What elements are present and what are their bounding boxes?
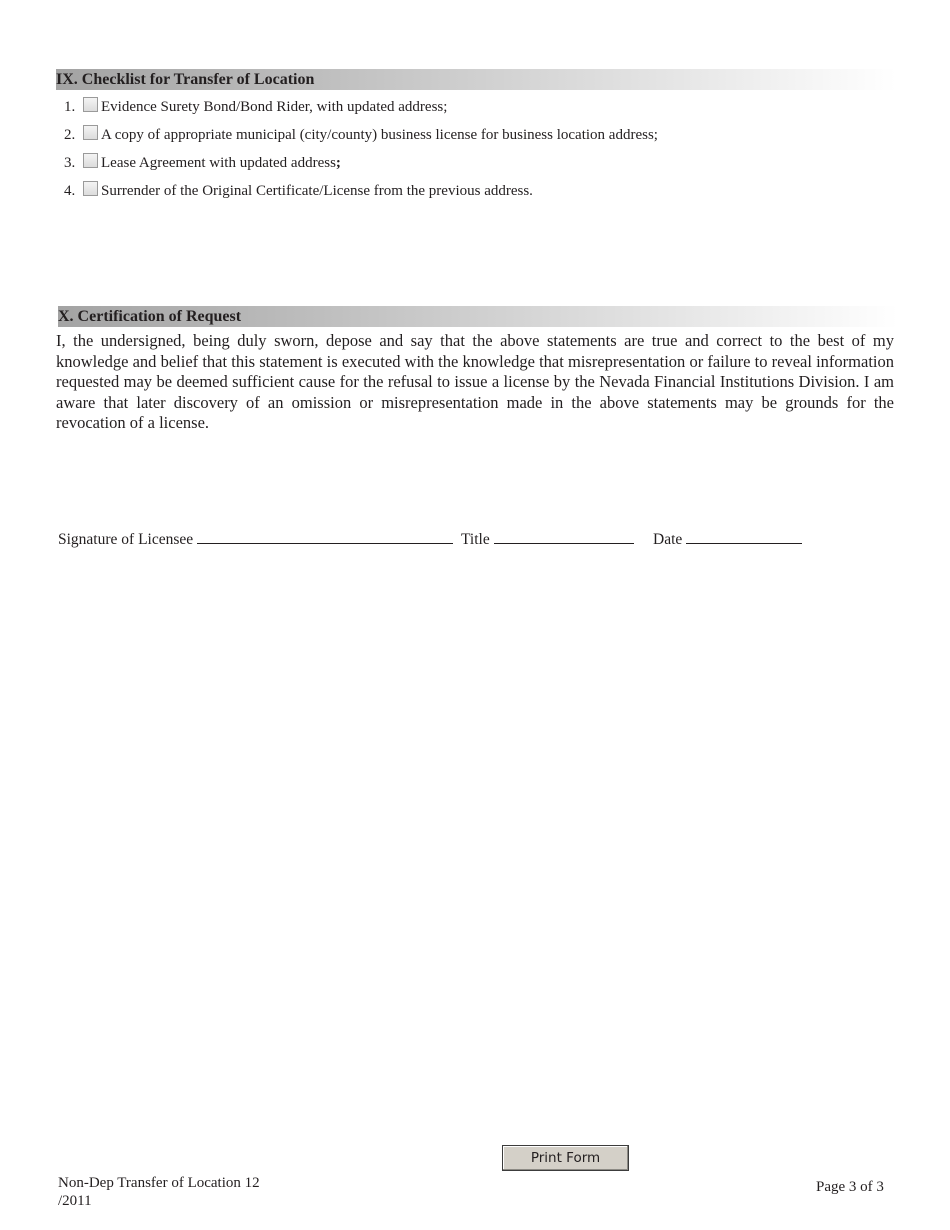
business-license-checkbox[interactable]: [83, 125, 98, 140]
lease-agreement-checkbox[interactable]: [83, 153, 98, 168]
licensee-signature-field: [58, 529, 453, 550]
item-text: Lease Agreement with updated address;: [101, 155, 341, 171]
date-label: Date: [653, 531, 683, 548]
title-field: [461, 529, 634, 550]
certification-statement: I, the undersigned, being duly sworn, depose and say that the above statements are true and correct to the best of my knowledge and belief that this statement is executed with the knowledge that misrepresentation or failure to reveal information requested may be deemed sufficient cause for the refusal to issue a license by the Nevada Financial Institutions Division. I am aware that later discovery of an omission or misrepresentation made in the above statements may be grounds for the revocation of a license.: [56, 331, 894, 432]
item-number: 3.: [64, 155, 76, 171]
checklist-item: [64, 124, 658, 152]
surety-bond-checkbox[interactable]: [83, 97, 98, 112]
date-field: [653, 529, 802, 550]
item-number: 2.: [64, 127, 76, 143]
item-number: 1.: [64, 99, 76, 115]
form-identifier-line1: Non-Dep Transfer of Location 12: [58, 1175, 260, 1191]
checklist-item: [64, 180, 658, 208]
title-input[interactable]: [494, 529, 634, 544]
checklist-item: [64, 152, 658, 180]
form-identifier: [58, 1174, 260, 1210]
item-text: Evidence Surety Bond/Bond Rider, with updated address;: [101, 99, 448, 115]
licensee-signature-input[interactable]: [197, 529, 453, 544]
licensee-signature-label: Signature of Licensee: [58, 531, 194, 548]
checklist-item: [64, 96, 658, 124]
form-identifier-line2: /2011: [58, 1193, 92, 1209]
print-form-button[interactable]: Print Form: [502, 1145, 629, 1171]
surrender-certificate-checkbox[interactable]: [83, 181, 98, 196]
checklist-section-heading: IX. Checklist for Transfer of Location: [56, 69, 896, 90]
page-number: Page 3 of 3: [816, 1179, 884, 1195]
date-input[interactable]: [686, 529, 802, 544]
certification-section-heading: X. Certification of Request: [58, 306, 898, 327]
title-label: Title: [461, 531, 490, 548]
item-text: Surrender of the Original Certificate/License from the previous address.: [101, 183, 533, 199]
item-text: A copy of appropriate municipal (city/county) business license for business location address;: [101, 127, 658, 143]
checklist: [64, 96, 658, 208]
item-number: 4.: [64, 183, 76, 199]
